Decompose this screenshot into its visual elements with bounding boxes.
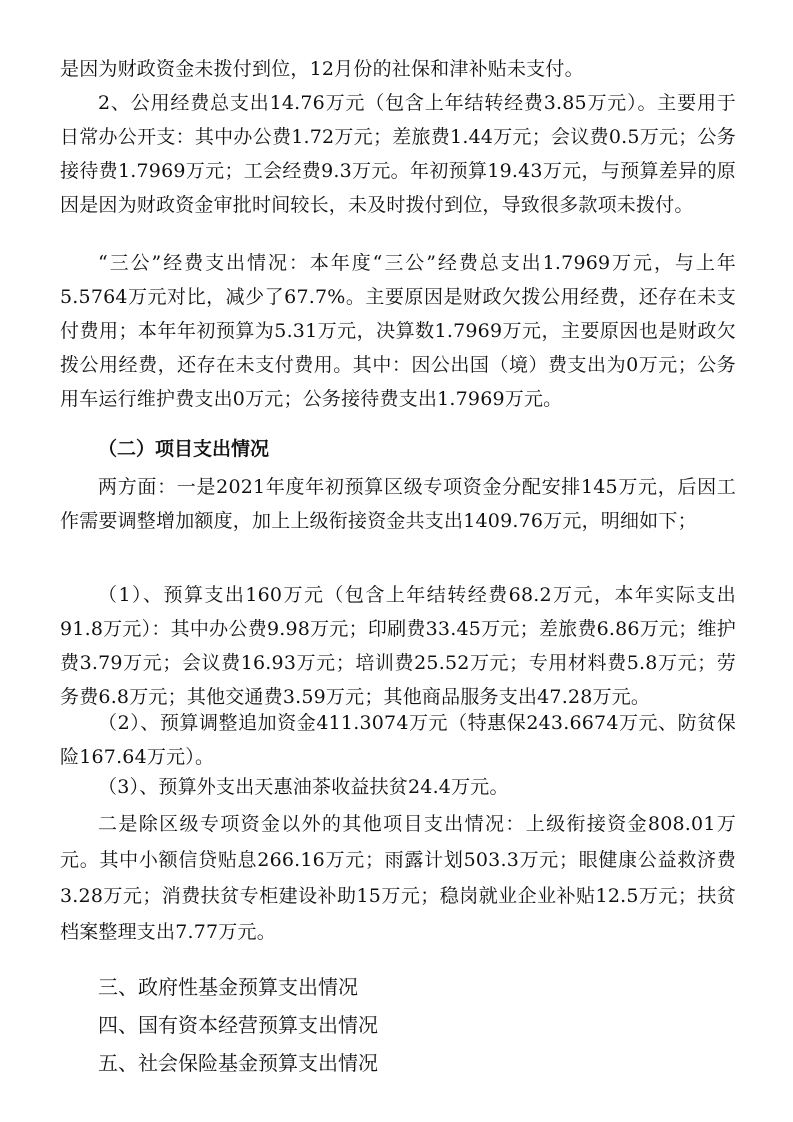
section-heading-state-capital: 四、国有资本经营预算支出情况 [98,1013,378,1037]
paragraph-item-1: （1）、预算支出160万元（包含上年结转经费68.2万元，本年实际支出91.8万元）：其中办公费9.98万元；印刷费33.45万元；差旅费6.86万元；维护费3.79万元；会议费16.93万元；培训费25.52万元；专用材料费5.8万元；劳务费6.8万元；其他交通费3.59万元；其他商品服务支出47.28万元。 [60,584,736,708]
paragraph-public-expenses: 2、公用经费总支出14.76万元（包含上年结转经费3.85万元）。主要用于日常办公开支：其中办公费1.72万元；差旅费1.44万元；会议费0.5万元；公务接待费1.7969万元；工会经费9.3万元。年初预算19.43万元，与预算差异的原因是因为财政资金审批时间较长，未及时拨付到位，导致很多款项未拨付。 [60,92,736,216]
paragraph-item-3: （3）、预算外支出天惠油茶收益扶贫24.4万元。 [98,776,509,798]
paragraph-three-public-expenses: “三公”经费支出情况：本年度“三公”经费总支出1.7969万元，与上年5.5764万元对比，减少了67.7%。主要原因是财政欠拨公用经费，还存在未支付费用；本年年初预算为5.31万元，决算数1.7969万元，主要原因也是财政欠拨公用经费，还存在未支付费用。其中：因公出国（境）费支出为0万元；公务用车运行维护费支出0万元；公务接待费支出1.7969万元。 [60,252,736,410]
paragraph-continuation: 是因为财政资金未拨付到位，12月份的社保和津补贴未支付。 [60,58,584,80]
paragraph-other-projects: 二是除区级专项资金以外的其他项目支出情况：上级衔接资金808.01万元。其中小额信贷贴息266.16万元；雨露计划503.3万元；眼健康公益救济费3.28万元；消费扶贫专柜建设补助15万元；稳岗就业企业补贴12.5万元；扶贫档案整理支出7.77万元。 [60,813,736,943]
section-heading-government-funds: 三、政府性基金预算支出情况 [98,975,358,999]
section-heading-social-insurance: 五、社会保险基金预算支出情况 [98,1051,378,1075]
paragraph-item-2: （2）、预算调整追加资金411.3074万元（特惠保243.6674万元、防贫保险167.64万元）。 [60,712,736,768]
paragraph-project-overview: 两方面：一是2021年度年初预算区级专项资金分配安排145万元，后因工作需要调整增加额度，加上上级衔接资金共支出1409.76万元，明细如下； [60,476,736,532]
section-heading-project-expenses: （二）项目支出情况 [98,438,270,460]
